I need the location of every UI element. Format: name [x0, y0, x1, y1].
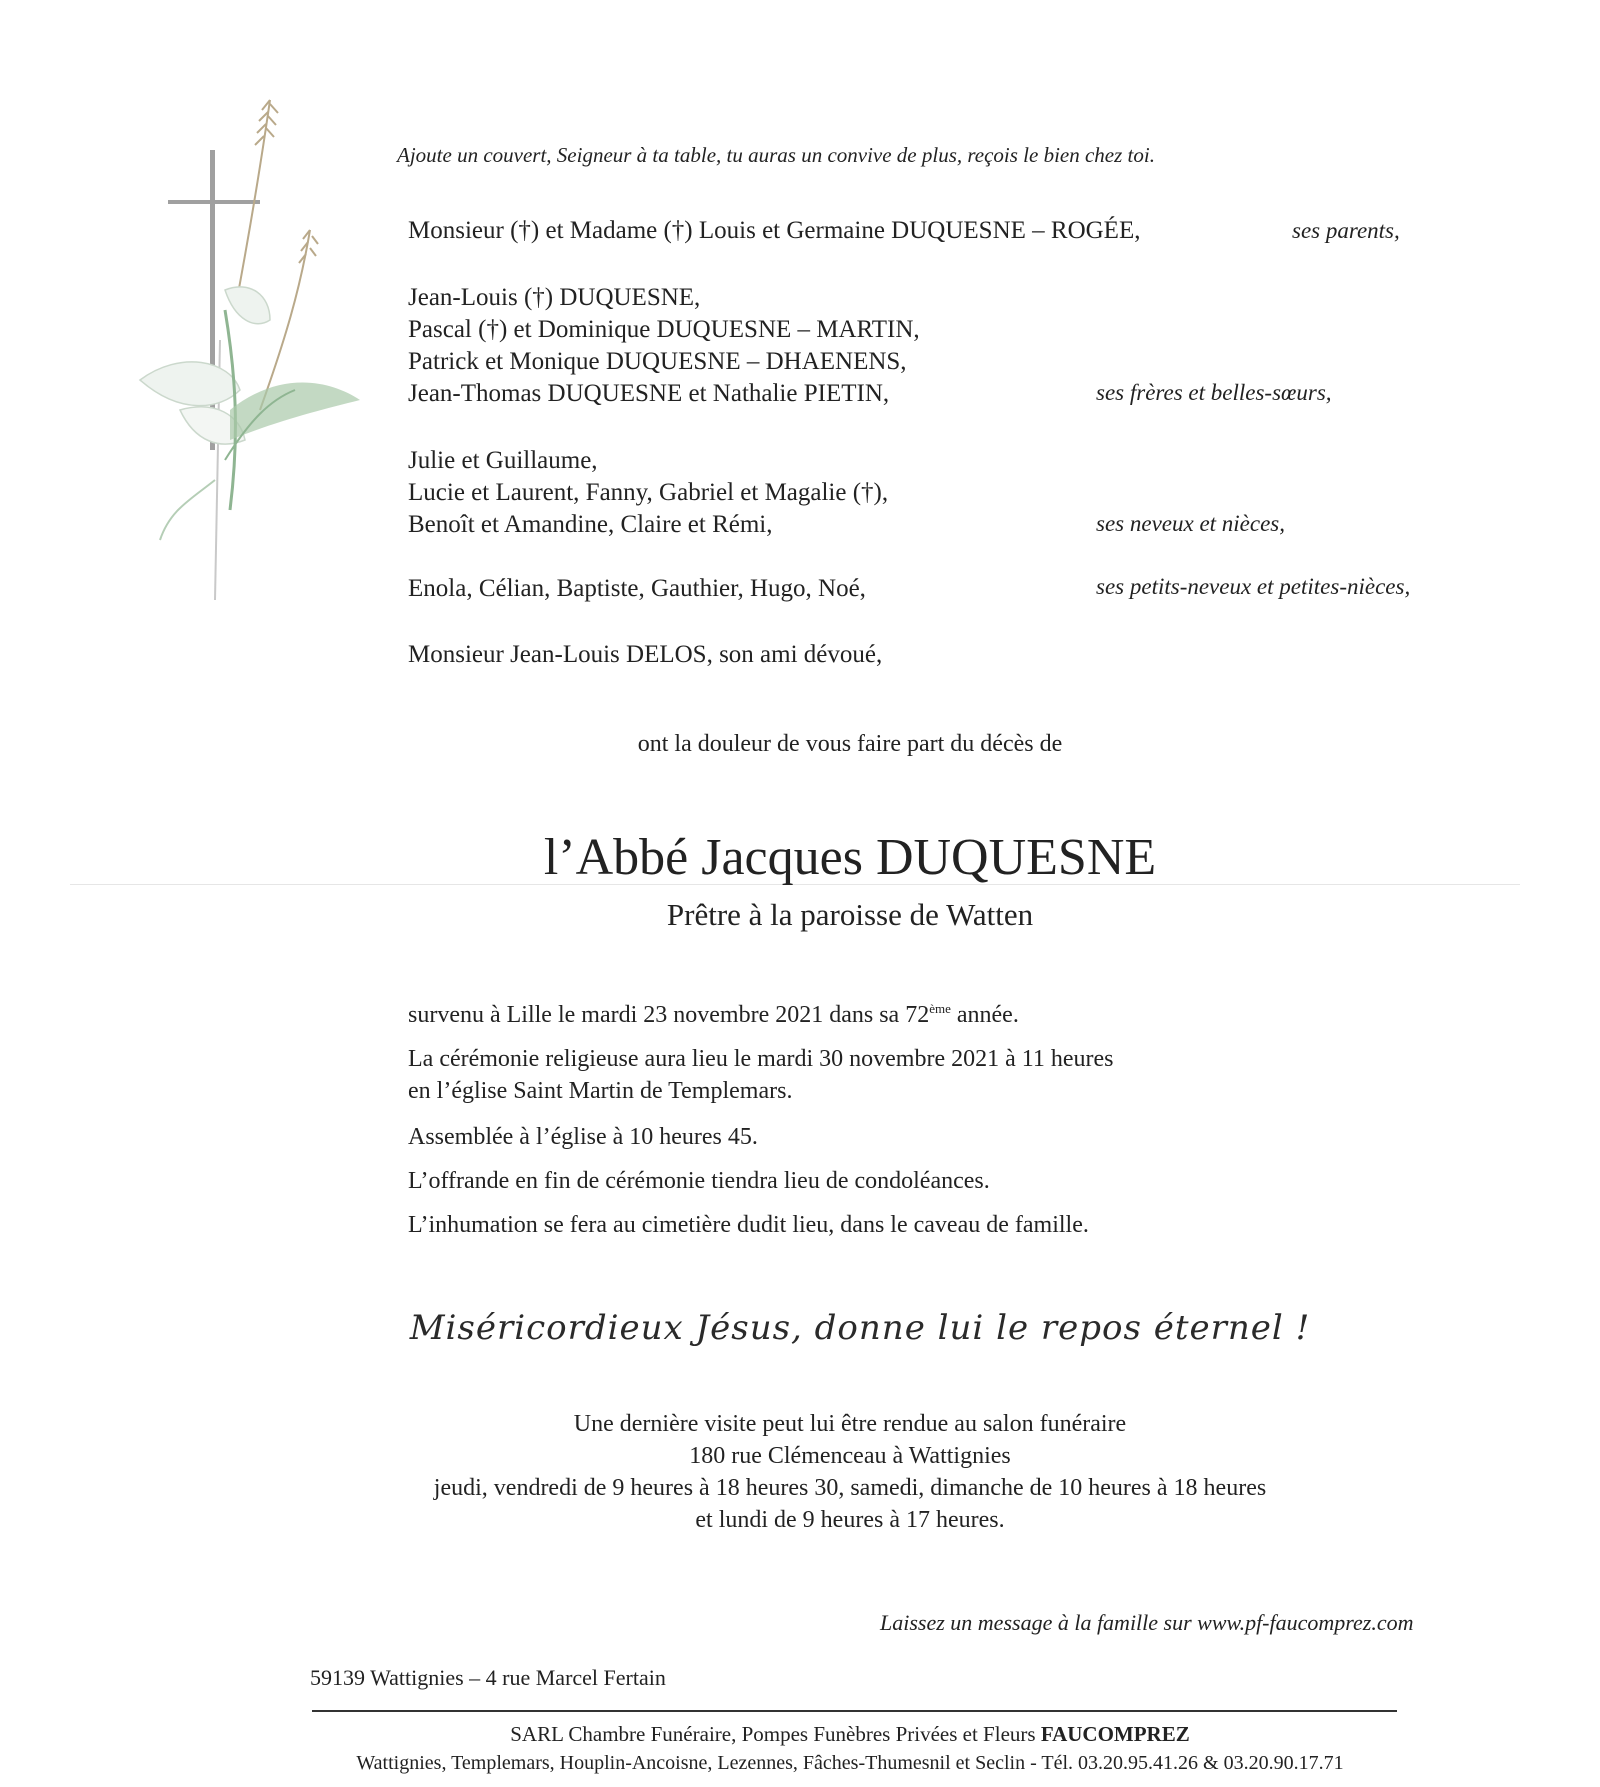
sibling-line: Jean-Thomas DUQUESNE et Nathalie PIETIN,: [408, 380, 890, 407]
grandnephews-line: Enola, Célian, Baptiste, Gauthier, Hugo, Noé,: [408, 575, 866, 602]
ceremony-line: La cérémonie religieuse aura lieu le mardi 30 novembre 2021 à 11 heures: [408, 1046, 1114, 1072]
ceremony-place: en l’église Saint Martin de Templemars.: [408, 1078, 793, 1104]
grandnephews-relation: ses petits-neveux et petites-nièces,: [1096, 574, 1411, 599]
deceased-name: l’Abbé Jacques DUQUESNE: [543, 829, 1157, 886]
footer-company: [0, 1722, 1600, 1747]
sibling-line: Patrick et Monique DUQUESNE – DHAENENS,: [408, 348, 907, 375]
visit-line: 180 rue Clémenceau à Wattignies: [689, 1443, 1011, 1469]
nephews-relation: ses neveux et nièces,: [1096, 511, 1286, 536]
death-suffix: année.: [950, 1002, 1019, 1028]
sibling-line: Pascal (†) et Dominique DUQUESNE – MARTIN,: [408, 316, 920, 343]
death-details: [408, 1001, 1019, 1029]
siblings-relation: ses frères et belles-sœurs,: [1096, 380, 1332, 405]
offering-line: L’offrande en fin de cérémonie tiendra lieu de condoléances.: [408, 1168, 990, 1194]
funeral-home-address: 59139 Wattignies – 4 rue Marcel Fertain: [310, 1665, 666, 1690]
visit-line: et lundi de 9 heures à 17 heures.: [695, 1507, 1005, 1533]
footer-locations: Wattignies, Templemars, Houplin-Ancoisne, Lezennes, Fâches-Thumesnil et Seclin - Tél. 03.20.95.41.26 & 03.20.90.17.71: [356, 1752, 1344, 1774]
epigraph: Ajoute un couvert, Seigneur à ta table, tu auras un convive de plus, reçois le bien chez toi.: [397, 143, 1155, 167]
deceased-title: Prêtre à la paroisse de Watten: [666, 897, 1034, 932]
nephew-line: Julie et Guillaume,: [408, 447, 598, 474]
nephew-line: Lucie et Laurent, Fanny, Gabriel et Magalie (†),: [408, 479, 889, 506]
lily-icon: [140, 287, 360, 540]
company-name: FAUCOMPREZ: [1040, 1722, 1190, 1746]
parents-line: Monsieur (†) et Madame (†) Louis et Germaine DUQUESNE – ROGÉE,: [408, 217, 1141, 244]
death-prefix: survenu à Lille le mardi 23 novembre 2021 dans sa 72: [408, 1002, 930, 1028]
assembly-line: Assemblée à l’église à 10 heures 45.: [408, 1124, 758, 1150]
ordinal-suffix: ème: [929, 1001, 951, 1016]
company-prefix: SARL Chambre Funéraire, Pompes Funèbres Privées et Fleurs: [510, 1722, 1041, 1746]
prayer-line: Miséricordieux Jésus, donne lui le repos éternel !: [409, 1308, 1311, 1348]
parents-relation: ses parents,: [1292, 218, 1400, 243]
cross-lily-decoration: [120, 80, 400, 600]
friend-line: Monsieur Jean-Louis DELOS, son ami dévoué,: [408, 641, 883, 668]
online-message: Laissez un message à la famille sur www.pf-faucomprez.com: [880, 1610, 1414, 1635]
visit-line: Une dernière visite peut lui être rendue au salon funéraire: [573, 1411, 1127, 1437]
visit-line: jeudi, vendredi de 9 heures à 18 heures 30, samedi, dimanche de 10 heures à 18 heures: [433, 1475, 1267, 1501]
sibling-line: Jean-Louis (†) DUQUESNE,: [408, 284, 701, 311]
footer-divider: [312, 1710, 1397, 1712]
announcement: ont la douleur de vous faire part du décès de: [637, 731, 1063, 757]
nephew-line: Benoît et Amandine, Claire et Rémi,: [408, 511, 773, 538]
burial-line: L’inhumation se fera au cimetière dudit lieu, dans le caveau de famille.: [408, 1212, 1089, 1238]
